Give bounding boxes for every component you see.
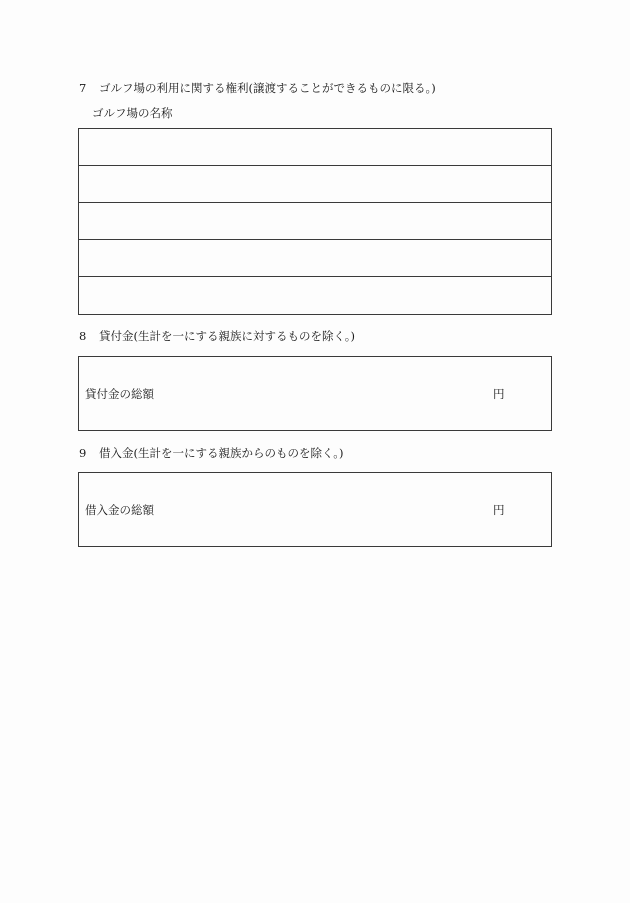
loan-receivable-box bbox=[78, 356, 552, 431]
loan-receivable-unit: 円 bbox=[493, 387, 505, 401]
section-9-heading bbox=[79, 445, 344, 461]
golf-course-name-row[interactable] bbox=[79, 240, 551, 277]
section-8-heading bbox=[79, 328, 355, 344]
section-9-number: 9 bbox=[79, 446, 87, 460]
golf-course-name-row[interactable] bbox=[79, 166, 551, 203]
golf-course-name-row[interactable] bbox=[79, 129, 551, 166]
borrowing-total-label: 借入金の総額 bbox=[85, 503, 154, 517]
golf-course-name-row[interactable] bbox=[79, 203, 551, 240]
golf-course-name-row[interactable] bbox=[79, 277, 551, 314]
section-8-number: 8 bbox=[79, 329, 87, 343]
section-7-number: 7 bbox=[79, 81, 87, 95]
section-9-title: 借入金(生計を一にする親族からのものを除く。) bbox=[99, 446, 344, 460]
golf-course-name-label: ゴルフ場の名称 bbox=[92, 106, 173, 120]
section-8-title: 貸付金(生計を一にする親族に対するものを除く。) bbox=[99, 329, 355, 343]
borrowing-box bbox=[78, 472, 552, 547]
borrowing-unit: 円 bbox=[493, 503, 505, 517]
golf-course-name-table bbox=[78, 128, 552, 315]
section-7-title: ゴルフ場の利用に関する権利(譲渡することができるものに限る。) bbox=[99, 81, 436, 95]
section-7-heading bbox=[79, 80, 436, 96]
loan-receivable-total-label: 貸付金の総額 bbox=[85, 387, 154, 401]
